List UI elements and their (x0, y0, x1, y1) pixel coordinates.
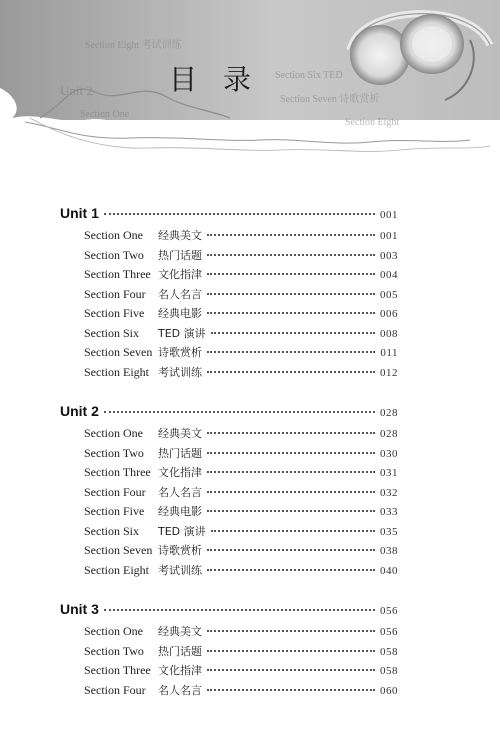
section-name: Section Seven (84, 543, 153, 557)
page-number: 038 (380, 545, 398, 557)
page-number: 006 (380, 308, 398, 320)
toc-unit (60, 205, 398, 383)
section-name: Section Four (84, 484, 146, 499)
page-number: 058 (380, 645, 398, 658)
page-number: 028 (380, 407, 398, 419)
dot-leader (207, 432, 375, 434)
page-number: 032 (380, 486, 398, 499)
dot-leader (211, 530, 375, 532)
dot-leader (207, 491, 375, 493)
dot-leader (104, 213, 375, 215)
dot-leader (207, 273, 375, 275)
header-bg-text: Section Eight (345, 117, 400, 128)
dot-leader (207, 293, 375, 295)
dot-leader (207, 312, 375, 314)
toc-section-row[interactable] (60, 305, 398, 325)
section-name: Section Two (84, 247, 144, 262)
page-number: 008 (380, 327, 398, 340)
dot-leader (207, 650, 375, 652)
toc-section-row[interactable] (60, 484, 398, 504)
section-name: Section Two (84, 445, 144, 460)
page-number: 012 (380, 366, 398, 379)
page-number: 056 (380, 605, 398, 617)
section-name: Section Six (84, 523, 140, 538)
dot-leader (104, 411, 375, 413)
dot-leader (207, 549, 375, 551)
toc-section-row[interactable] (60, 344, 398, 364)
dot-leader (207, 569, 375, 571)
section-name: Section Three (84, 267, 151, 281)
section-name: Section One (84, 228, 143, 242)
section-title-cn: 热门话题 (158, 248, 202, 262)
page-number: 058 (380, 665, 398, 677)
section-name: Section Two (84, 643, 144, 658)
section-name: Section One (84, 624, 143, 638)
header-bg-text: Section Seven 诗歌赏析 (280, 94, 380, 105)
section-title-cn: 考试训练 (158, 365, 202, 379)
dot-leader (207, 669, 375, 671)
section-title-cn: 热门话题 (158, 446, 202, 460)
section-title-cn: 经典美文 (158, 625, 202, 638)
page-number: 004 (380, 269, 398, 281)
toc-section-row[interactable] (60, 503, 398, 523)
toc-section-row[interactable] (60, 682, 398, 702)
section-title-cn: 文化指津 (158, 664, 202, 677)
page-number: 040 (380, 564, 398, 577)
page-number: 035 (380, 525, 398, 538)
section-title-cn: TED 演讲 (158, 326, 206, 340)
section-title-cn: 诗歌赏析 (158, 346, 202, 359)
page-number: 060 (380, 684, 398, 697)
section-title-cn: 经典美文 (158, 229, 202, 242)
toc-section-row[interactable] (60, 464, 398, 484)
section-name: Section Six (84, 325, 140, 340)
page-number: 005 (380, 288, 398, 301)
toc-section-row[interactable] (60, 266, 398, 286)
page-number: 028 (380, 428, 398, 440)
toc-section-row[interactable] (60, 445, 398, 465)
dot-leader (104, 609, 375, 611)
toc-section-row[interactable] (60, 542, 398, 562)
section-title-cn: 诗歌赏析 (158, 544, 202, 557)
toc-section-row[interactable] (60, 623, 398, 643)
section-title-cn: 经典美文 (158, 427, 202, 440)
section-title-cn: TED 演讲 (158, 524, 206, 538)
table-of-contents (60, 205, 398, 721)
dot-leader (207, 689, 375, 691)
toc-unit (60, 601, 398, 701)
section-name: Section One (84, 426, 143, 440)
section-name: Section Eight (84, 364, 149, 379)
dot-leader (207, 510, 375, 512)
toc-section-row[interactable] (60, 425, 398, 445)
unit-label: Unit 2 (60, 403, 99, 419)
section-name: Section Seven (84, 345, 153, 359)
header-bg-text: Section One (80, 109, 130, 120)
dot-leader (207, 234, 375, 236)
page-number: 031 (380, 467, 398, 479)
section-name: Section Four (84, 682, 146, 697)
page-number: 001 (380, 230, 398, 242)
section-title-cn: 名人名言 (158, 287, 202, 301)
page-number: 033 (380, 506, 398, 518)
toc-section-row[interactable] (60, 662, 398, 682)
decorative-header (0, 0, 500, 165)
section-title-cn: 经典电影 (158, 505, 202, 518)
dot-leader (207, 471, 375, 473)
dot-leader (207, 452, 375, 454)
toc-section-row[interactable] (60, 562, 398, 582)
section-title-cn: 经典电影 (158, 307, 202, 320)
section-title-cn: 考试训练 (158, 563, 202, 577)
page-number: 030 (380, 447, 398, 460)
section-name: Section Five (84, 504, 145, 518)
toc-section-row[interactable] (60, 247, 398, 267)
section-name: Section Three (84, 465, 151, 479)
page-title: 目录 (168, 63, 277, 96)
section-title-cn: 名人名言 (158, 683, 202, 697)
page-number: 001 (380, 209, 398, 221)
toc-section-row[interactable] (60, 325, 398, 345)
dot-leader (207, 630, 375, 632)
toc-section-row[interactable] (60, 227, 398, 247)
toc-unit-row[interactable] (60, 205, 398, 227)
dot-leader (211, 332, 375, 334)
toc-section-row[interactable] (60, 364, 398, 384)
section-name: Section Four (84, 286, 146, 301)
dot-leader (207, 371, 375, 373)
dot-leader (207, 351, 375, 353)
unit-label: Unit 1 (60, 205, 99, 221)
page-number: 056 (380, 626, 398, 638)
toc-section-row[interactable] (60, 286, 398, 306)
section-title-cn: 热门话题 (158, 644, 202, 658)
header-bg-text: Unit 2 (60, 83, 93, 98)
section-title-cn: 名人名言 (158, 485, 202, 499)
section-name: Section Three (84, 663, 151, 677)
toc-section-row[interactable] (60, 643, 398, 663)
toc-unit-row[interactable] (60, 601, 398, 623)
header-bg-text: Section Eight 考试训练 (85, 40, 182, 51)
toc-unit (60, 403, 398, 581)
unit-label: Unit 3 (60, 601, 99, 617)
section-name: Section Eight (84, 562, 149, 577)
section-name: Section Five (84, 306, 145, 320)
page-number: 003 (380, 249, 398, 262)
toc-section-row[interactable] (60, 523, 398, 543)
toc-unit-row[interactable] (60, 403, 398, 425)
section-title-cn: 文化指津 (158, 466, 202, 479)
page-number: 011 (380, 347, 398, 359)
dot-leader (207, 254, 375, 256)
header-bg-text: Section Six TED (275, 70, 343, 81)
section-title-cn: 文化指津 (158, 268, 202, 281)
